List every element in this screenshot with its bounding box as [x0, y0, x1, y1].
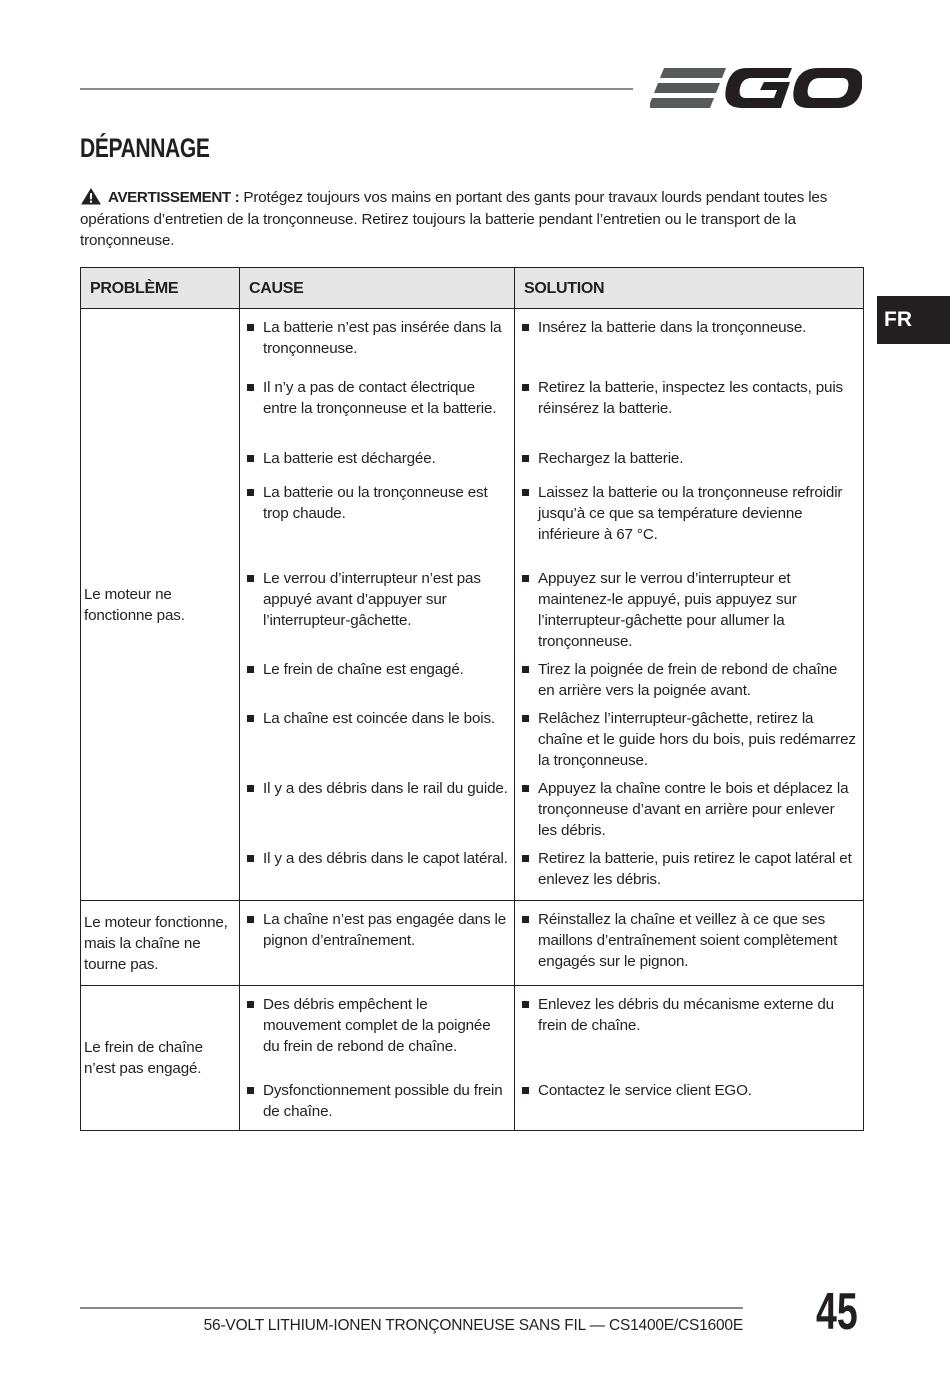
- table-row: [81, 901, 864, 986]
- bullet-icon: [522, 715, 529, 722]
- warning-triangle-icon: [80, 187, 102, 205]
- cause-item: La batterie est déchargée.: [240, 440, 514, 474]
- solution-cell: [515, 986, 864, 1131]
- page-title: DÉPANNAGE: [80, 133, 210, 163]
- cause-item: Il y a des débris dans le capot latéral.: [240, 840, 514, 900]
- problem-cell: Le frein de chaîne n’est pas engagé.: [81, 986, 240, 1131]
- solution-item: Laissez la batterie ou la tronçonneuse refroidir jusqu’à ce que sa température devienne inférieure à 67 °C.: [515, 474, 863, 560]
- bullet-icon: [247, 324, 254, 331]
- solution-item: Retirez la batterie, puis retirez le capot latéral et enlevez les débris.: [515, 840, 863, 900]
- bullet-icon: [247, 384, 254, 391]
- solution-item: Retirez la batterie, inspectez les contacts, puis réinsérez la batterie.: [515, 369, 863, 440]
- solution-item: Réinstallez la chaîne et veillez à ce que ses maillons d’entraînement soient complètement engagés sur le pignon.: [515, 901, 863, 985]
- bullet-icon: [522, 384, 529, 391]
- bullet-icon: [522, 575, 529, 582]
- header-solution: SOLUTION: [515, 268, 864, 309]
- cause-item: Il y a des débris dans le rail du guide.: [240, 770, 514, 840]
- cause-cell: [240, 309, 515, 901]
- bullet-icon: [522, 855, 529, 862]
- solution-item: Appuyez sur le verrou d’interrupteur et maintenez-le appuyé, puis appuyez sur l’interrupteur-gâchette pour allumer la tronçonneuse.: [515, 560, 863, 651]
- bullet-icon: [247, 455, 254, 462]
- bullet-icon: [522, 1001, 529, 1008]
- bullet-icon: [522, 455, 529, 462]
- bullet-icon: [247, 489, 254, 496]
- cause-item: Dysfonctionnement possible du frein de chaîne.: [240, 1072, 514, 1130]
- bullet-icon: [247, 1001, 254, 1008]
- solution-item: Enlevez les débris du mécanisme externe du frein de chaîne.: [515, 986, 863, 1072]
- cause-item: La chaîne est coincée dans le bois.: [240, 700, 514, 770]
- language-tab: FR: [877, 296, 950, 344]
- bullet-icon: [247, 785, 254, 792]
- warning-notice: [80, 187, 850, 252]
- bullet-icon: [247, 666, 254, 673]
- cause-item: La chaîne n’est pas engagée dans le pignon d’entraînement.: [240, 901, 514, 985]
- bullet-icon: [247, 916, 254, 923]
- bullet-icon: [522, 1087, 529, 1094]
- bullet-icon: [247, 1087, 254, 1094]
- bullet-icon: [522, 916, 529, 923]
- header-cause: CAUSE: [240, 268, 515, 309]
- cause-item: Le frein de chaîne est engagé.: [240, 651, 514, 700]
- solution-item: Relâchez l’interrupteur-gâchette, retirez la chaîne et le guide hors du bois, puis redémarrez la tronçonneuse.: [515, 700, 863, 770]
- header-problem: PROBLÈME: [81, 268, 240, 309]
- footer-rule: [80, 1307, 743, 1309]
- bullet-icon: [522, 489, 529, 496]
- ego-logo: [650, 62, 862, 114]
- footer-product-title: 56-VOLT LITHIUM-IONEN TRONÇONNEUSE SANS FIL — CS1400E/CS1600E: [203, 1317, 743, 1334]
- solution-item: Insérez la batterie dans la tronçonneuse.: [515, 309, 863, 369]
- table-row: [81, 309, 864, 901]
- header-rule: [80, 88, 633, 90]
- solution-item: Contactez le service client EGO.: [515, 1072, 863, 1130]
- warning-text: Protégez toujours vos mains en portant des gants pour travaux lourds pendant toutes les opérations d’entretien de la tronçonneuse. Retirez toujours la batterie pendant l’entretien ou le transport de la tronçonneuse.: [80, 189, 828, 249]
- cause-item: La batterie ou la tronçonneuse est trop chaude.: [240, 474, 514, 560]
- cause-item: Des débris empêchent le mouvement complet de la poignée du frein de rebond de chaîne.: [240, 986, 514, 1072]
- solution-item: Appuyez la chaîne contre le bois et déplacez la tronçonneuse d’avant en arrière pour enlever les débris.: [515, 770, 863, 840]
- solution-cell: [515, 309, 864, 901]
- page-number: 45: [816, 1283, 858, 1341]
- cause-cell: [240, 901, 515, 986]
- bullet-icon: [247, 855, 254, 862]
- warning-label: AVERTISSEMENT :: [108, 189, 240, 206]
- solution-cell: [515, 901, 864, 986]
- problem-cell: Le moteur ne fonctionne pas.: [81, 309, 240, 901]
- bullet-icon: [522, 666, 529, 673]
- solution-item: Tirez la poignée de frein de rebond de chaîne en arrière vers la poignée avant.: [515, 651, 863, 700]
- cause-item: La batterie n’est pas insérée dans la tronçonneuse.: [240, 309, 514, 369]
- bullet-icon: [522, 785, 529, 792]
- cause-item: Il n’y a pas de contact électrique entre la tronçonneuse et la batterie.: [240, 369, 514, 440]
- solution-item: Rechargez la batterie.: [515, 440, 863, 474]
- cause-cell: [240, 986, 515, 1131]
- bullet-icon: [247, 715, 254, 722]
- table-row: [81, 986, 864, 1131]
- cause-item: Le verrou d’interrupteur n’est pas appuyé avant d’appuyer sur l’interrupteur-gâchette.: [240, 560, 514, 651]
- bullet-icon: [247, 575, 254, 582]
- troubleshooting-table: [80, 267, 864, 1131]
- table-header-row: [81, 268, 864, 309]
- bullet-icon: [522, 324, 529, 331]
- problem-cell: Le moteur fonctionne, mais la chaîne ne tourne pas.: [81, 901, 240, 986]
